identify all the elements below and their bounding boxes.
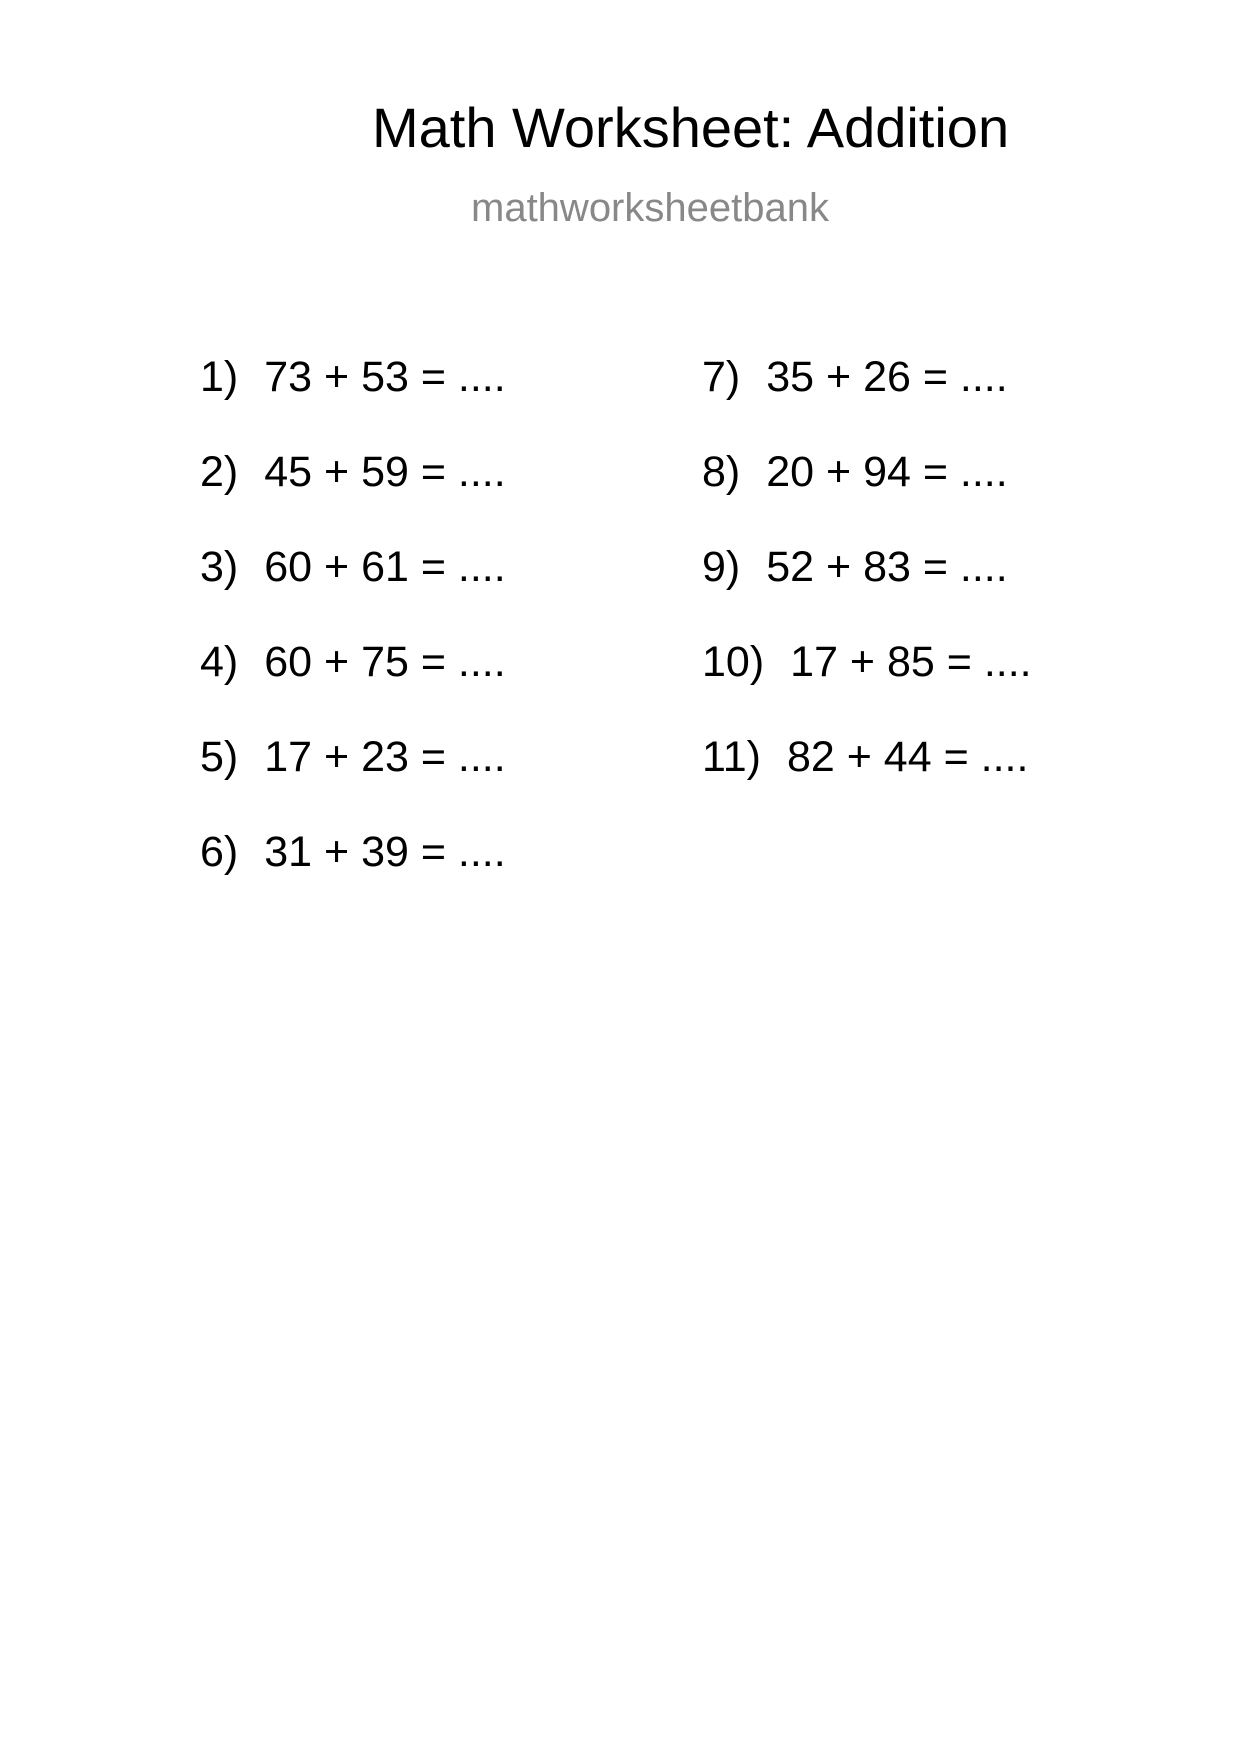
- problem-expression: 31 + 39 = ....: [264, 828, 506, 876]
- problem-expression: 60 + 61 = ....: [264, 543, 506, 591]
- problem-number: 1): [200, 353, 239, 401]
- problems-column-left: [200, 352, 506, 922]
- problem-2: [200, 447, 506, 542]
- problem-10: [702, 637, 1032, 732]
- problem-expression: 82 + 44 = ....: [786, 733, 1029, 781]
- page-title: Math Worksheet: Addition: [372, 96, 1010, 159]
- problem-number: 6): [200, 828, 239, 876]
- problem-6: [200, 827, 506, 922]
- problem-expression: 20 + 94 = ....: [766, 448, 1008, 496]
- problem-number: 5): [200, 733, 239, 781]
- problem-8: [702, 447, 1032, 542]
- problem-expression: 17 + 23 = ....: [264, 733, 506, 781]
- problem-expression: 17 + 85 = ....: [790, 638, 1032, 686]
- problem-7: [702, 352, 1032, 447]
- problem-expression: 52 + 83 = ....: [766, 543, 1008, 591]
- problem-number: 10): [702, 638, 765, 686]
- problem-1: [200, 352, 506, 447]
- problem-number: 11): [702, 733, 761, 781]
- problem-3: [200, 542, 506, 637]
- problem-expression: 35 + 26 = ....: [766, 353, 1008, 401]
- problem-5: [200, 732, 506, 827]
- problem-number: 4): [200, 638, 239, 686]
- page-subtitle: mathworksheetbank: [471, 186, 829, 230]
- problem-number: 9): [702, 543, 741, 591]
- problem-number: 8): [702, 448, 741, 496]
- problem-number: 2): [200, 448, 239, 496]
- problem-expression: 73 + 53 = ....: [264, 353, 506, 401]
- problem-number: 3): [200, 543, 239, 591]
- problem-11: [702, 732, 1032, 827]
- problem-number: 7): [702, 353, 741, 401]
- problems-column-right: [702, 352, 1032, 827]
- problem-4: [200, 637, 506, 732]
- problem-expression: 60 + 75 = ....: [264, 638, 506, 686]
- problem-expression: 45 + 59 = ....: [264, 448, 506, 496]
- problem-9: [702, 542, 1032, 637]
